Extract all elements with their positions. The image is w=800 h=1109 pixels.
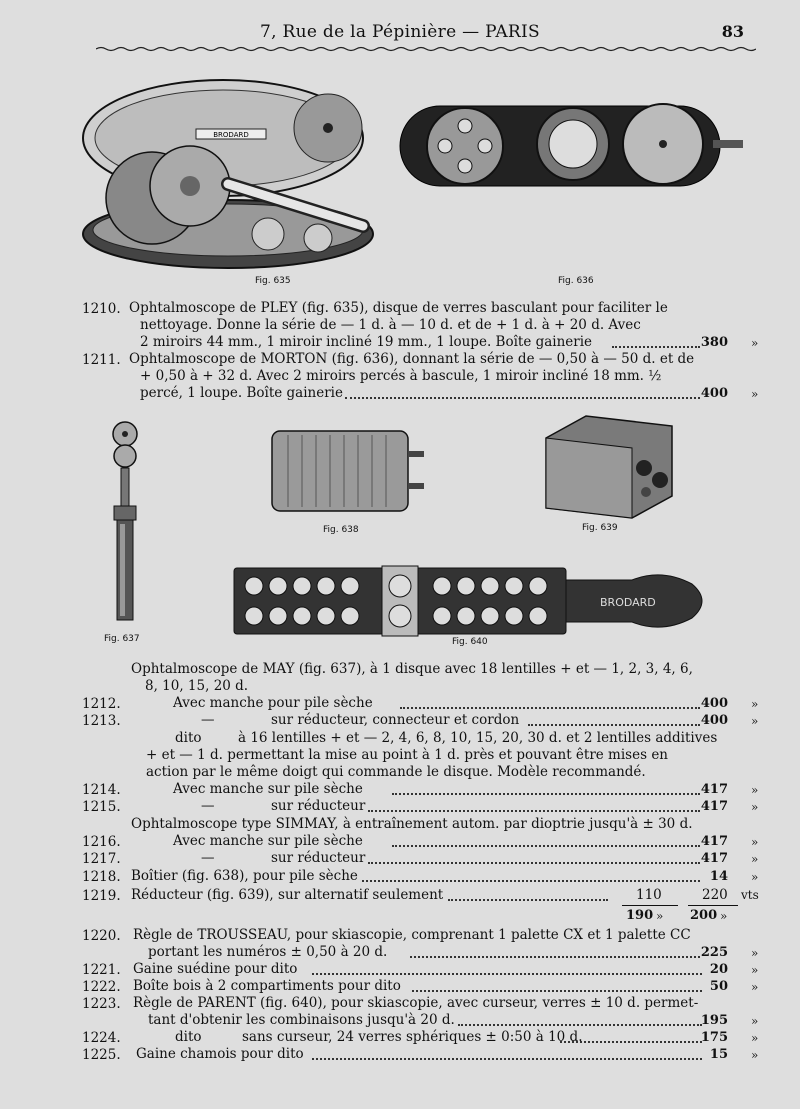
entry-1211-price: 400 bbox=[700, 386, 728, 401]
entry-1220-line-1: Règle de TROUSSEAU, pour skiascopie, comprenant 1 palette CX et 1 palette CC bbox=[133, 927, 691, 943]
entry-1213-number: 1213. bbox=[82, 713, 121, 729]
entry-1212-text: Avec manche pour pile sèche bbox=[173, 695, 373, 711]
entry-1216-number: 1216. bbox=[82, 834, 121, 850]
dot-leader bbox=[560, 1039, 702, 1043]
entry-1213-text: sur réducteur, connecteur et cordon bbox=[271, 712, 520, 728]
entry-1217-dash: — bbox=[201, 850, 215, 866]
entry-1215-text: sur réducteur bbox=[271, 798, 366, 814]
price-marker: » bbox=[751, 852, 759, 866]
may-intro-line-2: 8, 10, 15, 20 d. bbox=[145, 678, 249, 694]
dot-leader bbox=[612, 344, 700, 348]
entry-1211-line-3: percé, 1 loupe. Boîte gainerie bbox=[140, 385, 343, 401]
entry-1224-price: 175 bbox=[700, 1030, 728, 1045]
price-marker: » bbox=[751, 1048, 759, 1062]
entry-1216-price: 417 bbox=[700, 834, 728, 849]
figure-636-caption: Fig. 636 bbox=[558, 276, 594, 286]
price-marker: » bbox=[751, 714, 759, 728]
dot-leader bbox=[458, 1022, 702, 1026]
entry-1223-number: 1223. bbox=[82, 996, 121, 1012]
price-marker: » bbox=[751, 800, 759, 814]
figure-639-caption: Fig. 639 bbox=[582, 523, 618, 533]
entry-1211-line-1: Ophtalmoscope de MORTON (fig. 636), donnant la série de — 0,50 à — 50 d. et de bbox=[129, 351, 695, 367]
figure-638-illustration bbox=[268, 425, 434, 517]
price-marker: » bbox=[751, 1031, 759, 1045]
dot-leader bbox=[392, 791, 700, 795]
figure-639-illustration bbox=[536, 408, 678, 520]
price-marker: » bbox=[751, 1014, 759, 1028]
entry-1220-line-2: portant les numéros ± 0,50 à 20 d. bbox=[148, 944, 388, 960]
dot-leader bbox=[368, 860, 700, 864]
dot-leader bbox=[368, 808, 700, 812]
entry-1219-number: 1219. bbox=[82, 888, 121, 904]
dito-label: dito bbox=[175, 730, 202, 746]
may-intro-line-1: Ophtalmoscope de MAY (fig. 637), à 1 disque avec 18 lentilles + et — 1, 2, 3, 4, 6, bbox=[131, 661, 693, 677]
entry-1210-number: 1210. bbox=[82, 301, 121, 317]
entry-1219-volt-unit: vts bbox=[741, 888, 759, 902]
entry-1221-text: Gaine suédine pour dito bbox=[133, 961, 298, 977]
dot-leader bbox=[400, 705, 700, 709]
entry-1217-number: 1217. bbox=[82, 851, 121, 867]
entry-1223-line-1: Règle de PARENT (fig. 640), pour skiascopie, avec curseur, verres ± 10 d. permet- bbox=[133, 995, 699, 1011]
entry-1214-number: 1214. bbox=[82, 782, 121, 798]
entry-1213-dash: — bbox=[201, 712, 215, 728]
entry-1222-number: 1222. bbox=[82, 979, 121, 995]
dot-leader bbox=[312, 1056, 702, 1060]
entry-1211-line-2: + 0,50 à + 32 d. Avec 2 miroirs percés à bascule, 1 miroir incliné 18 mm. ½ bbox=[140, 368, 662, 384]
page-header-title: 7, Rue de la Pépinière — PARIS bbox=[260, 22, 540, 42]
svg-text:BRODARD: BRODARD bbox=[213, 131, 249, 139]
price-marker: » bbox=[751, 870, 759, 884]
entry-1216-text: Avec manche sur pile sèche bbox=[173, 833, 363, 849]
figure-636-illustration bbox=[395, 96, 745, 196]
entry-1210-price: 380 bbox=[700, 335, 728, 350]
figure-640-caption: Fig. 640 bbox=[452, 637, 488, 647]
entry-1210-line-1: Ophtalmoscope de PLEY (fig. 635), disque de verres basculant pour faciliter le bbox=[129, 300, 668, 316]
column-rule bbox=[688, 905, 738, 906]
entry-1219-price-110: 190 bbox=[626, 908, 654, 923]
entry-1219-voltage-220: 220 bbox=[702, 887, 728, 903]
price-marker: » bbox=[656, 909, 664, 923]
entry-1219-voltage-110: 110 bbox=[636, 887, 662, 903]
entry-1220-price: 225 bbox=[700, 945, 728, 960]
entry-1212-price: 400 bbox=[700, 696, 728, 711]
entry-1221-number: 1221. bbox=[82, 962, 121, 978]
entry-1213-price: 400 bbox=[700, 713, 728, 728]
dot-leader bbox=[345, 395, 700, 399]
entry-1214-price: 417 bbox=[700, 782, 728, 797]
dito-line-1: à 16 lentilles + et — 2, 4, 6, 8, 10, 15, 20, 30 d. et 2 lentilles additives bbox=[238, 730, 718, 746]
entry-1223-line-2: tant d'obtenir les combinaisons jusqu'à 20 d. bbox=[148, 1012, 455, 1028]
price-marker: » bbox=[751, 697, 759, 711]
entry-1217-text: sur réducteur bbox=[271, 850, 366, 866]
entry-1210-line-3: 2 miroirs 44 mm., 1 miroir incliné 19 mm., 1 loupe. Boîte gainerie bbox=[140, 334, 593, 350]
entry-1224-number: 1224. bbox=[82, 1030, 121, 1046]
price-marker: » bbox=[751, 387, 759, 401]
price-marker: » bbox=[720, 909, 728, 923]
price-marker: » bbox=[751, 946, 759, 960]
entry-1210-line-2: nettoyage. Donne la série de — 1 d. à — 10 d. et de + 1 d. à + 20 d. Avec bbox=[140, 317, 641, 333]
entry-1212-number: 1212. bbox=[82, 696, 121, 712]
entry-1223-price: 195 bbox=[700, 1013, 728, 1028]
price-marker: » bbox=[751, 835, 759, 849]
dot-leader bbox=[312, 971, 702, 975]
entry-1222-price: 50 bbox=[709, 979, 728, 994]
dot-leader bbox=[412, 988, 702, 992]
simmay-intro: Ophtalmoscope type SIMMAY, à entraînement autom. par dioptrie jusqu'à ± 30 d. bbox=[131, 816, 693, 832]
entry-1225-price: 15 bbox=[709, 1047, 728, 1062]
entry-1218-text: Boîtier (fig. 638), pour pile sèche bbox=[131, 868, 358, 884]
dito-line-3: action par le même doigt qui commande le disque. Modèle recommandé. bbox=[146, 764, 646, 780]
figure-637-caption: Fig. 637 bbox=[104, 634, 140, 644]
entry-1219-price-220: 200 bbox=[690, 908, 718, 923]
dito-line-2: + et — 1 d. permettant la mise au point à 1 d. près et pouvant être mises en bbox=[146, 747, 668, 763]
price-marker: » bbox=[751, 336, 759, 350]
dot-leader bbox=[362, 878, 700, 882]
figure-635-caption: Fig. 635 bbox=[255, 276, 291, 286]
entry-1225-text: Gaine chamois pour dito bbox=[136, 1046, 304, 1062]
entry-1225-number: 1225. bbox=[82, 1047, 121, 1063]
figure-637-illustration bbox=[100, 420, 150, 628]
price-marker: » bbox=[751, 980, 759, 994]
dot-leader bbox=[410, 954, 700, 958]
figure-640-illustration bbox=[232, 564, 712, 638]
figure-638-caption: Fig. 638 bbox=[323, 525, 359, 535]
header-rule bbox=[96, 46, 756, 52]
entry-1219-text: Réducteur (fig. 639), sur alternatif seulement bbox=[131, 887, 444, 903]
entry-1218-number: 1218. bbox=[82, 869, 121, 885]
entry-1215-dash: — bbox=[201, 798, 215, 814]
entry-1217-price: 417 bbox=[700, 851, 728, 866]
entry-1214-text: Avec manche sur pile sèche bbox=[173, 781, 363, 797]
entry-1220-number: 1220. bbox=[82, 928, 121, 944]
figure-635-illustration bbox=[78, 76, 378, 272]
dot-leader bbox=[448, 897, 608, 901]
svg-text:BRODARD: BRODARD bbox=[600, 596, 656, 609]
entry-1224-text: sans curseur, 24 verres sphériques ± 0:50 à 10 d. bbox=[242, 1029, 583, 1045]
entry-1215-number: 1215. bbox=[82, 799, 121, 815]
price-marker: » bbox=[751, 783, 759, 797]
entry-1224-dito: dito bbox=[175, 1029, 202, 1045]
entry-1218-price: 14 bbox=[709, 869, 728, 884]
dot-leader bbox=[392, 843, 700, 847]
entry-1215-price: 417 bbox=[700, 799, 728, 814]
entry-1211-number: 1211. bbox=[82, 352, 121, 368]
price-marker: » bbox=[751, 963, 759, 977]
dot-leader bbox=[528, 722, 700, 726]
page-number: 83 bbox=[721, 22, 744, 41]
column-rule bbox=[622, 905, 678, 906]
entry-1221-price: 20 bbox=[709, 962, 728, 977]
entry-1222-text: Boîte bois à 2 compartiments pour dito bbox=[133, 978, 401, 994]
